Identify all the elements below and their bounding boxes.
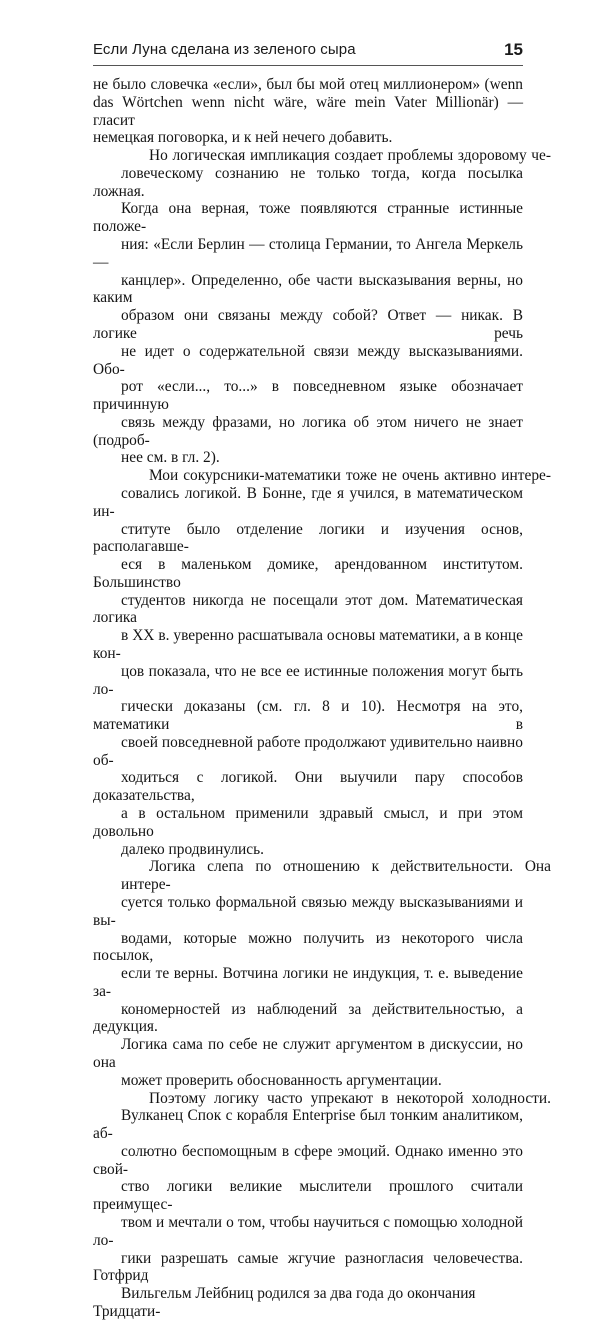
text-line: ституте было отделение логики и изучения основ, располагавше- [93, 520, 523, 556]
paragraph-3 [93, 467, 551, 858]
text-line: образом они связаны между собой? Ответ — никак. В логике речь [93, 307, 523, 342]
text-line: Логика сама по себе не служит аргументом в дискуссии, но она [93, 1036, 523, 1071]
text-line: студентов никогда не посещали этот дом. Математическая логика [93, 591, 523, 627]
text-line: не идет о содержательной связи между высказываниями. Обо- [93, 342, 523, 378]
text-line: твом и мечтали о том, чтобы научиться с помощью холодной ло- [93, 1214, 523, 1249]
text-line: может проверить обоснованность аргументации. [121, 1071, 442, 1089]
text-line: ство логики великие мыслители прошлого считали преимущес- [93, 1178, 523, 1214]
text-line: Мои сокурсники-математики тоже не очень активно интере- [149, 467, 551, 485]
text-line: далеко продвинулись. [121, 840, 264, 858]
text-line: в XX в. уверенно расшатывала основы математики, а в конце кон- [93, 627, 523, 662]
text-line: суется только формальной связью между высказываниями и вы- [93, 893, 523, 929]
text-line: цов показала, что не все ее истинные положения могут быть ло- [93, 662, 523, 698]
text-line: Но логическая импликация создает проблемы здоровому че- [149, 147, 551, 165]
running-head [93, 41, 523, 61]
chapter-title: Если Луна сделана из зеленого сыра [93, 41, 356, 58]
text-line: Вильгельм Лейбниц родился за два года до окончания Тридцати- [93, 1285, 476, 1320]
text-line: еся в маленьком домике, арендованном институтом. Большинство [93, 556, 523, 591]
text-line: гики разрешать самые жгучие разногласия человечества. Готфрид [93, 1249, 523, 1285]
paragraph-5 [93, 1089, 551, 1321]
text-line: совались логикой. В Бонне, где я учился, в математическом ин- [93, 484, 523, 520]
text-line: рот «если..., то...» в повседневном языке обозначает причинную [93, 378, 523, 414]
text-line: das Wörtchen wenn nicht wäre, wäre mein Vater Millionär) — гласит [93, 93, 523, 129]
text-line: гически доказаны (см. гл. 8 и 10). Несмотря на это, математики в [93, 698, 523, 734]
text-line: канцлер». Определенно, обе части высказывания верны, но каким [93, 271, 523, 307]
text-line: Поэтому логику часто упрекают в некоторой холодности. [149, 1089, 551, 1107]
paragraph-4 [93, 858, 551, 1089]
text-line: связь между фразами, но логика об этом ничего не знает (подроб- [93, 413, 523, 449]
paragraph-1 [93, 76, 523, 147]
header-rule [93, 65, 523, 66]
text-line: своей повседневной работе продолжают удивительно наивно об- [93, 733, 523, 769]
text-line: Вулканец Спок с корабля Enterprise был тонким аналитиком, аб- [93, 1107, 523, 1143]
text-line: не было словечка «если», был бы мой отец миллионером» (wenn [93, 76, 523, 93]
text-line: ловеческому сознанию не только тогда, когда посылка ложная. [93, 164, 523, 200]
page-number: 15 [504, 40, 523, 59]
text-line: ния: «Если Берлин — столица Германии, то Ангела Меркель — [93, 236, 523, 271]
paragraph-2 [93, 147, 551, 467]
body-text [93, 76, 551, 1321]
text-line: Когда она верная, тоже появляются странные истинные положе- [93, 200, 523, 236]
text-line: Логика слепа по отношению к действительности. Она интере- [121, 858, 551, 894]
text-line: водами, которые можно получить из некоторого числа посылок, [93, 929, 523, 965]
text-line: нее см. в гл. 2). [121, 449, 220, 467]
text-line: ходиться с логикой. Они выучили пару способов доказательства, [93, 769, 523, 805]
text-line: кономерностей из наблюдений за действительностью, а дедукция. [93, 1000, 523, 1036]
text-line: если те верны. Вотчина логики не индукция, т. е. выведение за- [93, 965, 523, 1000]
text-line: солютно беспомощным в сфере эмоций. Однако именно это свой- [93, 1142, 523, 1178]
text-line: немецкая поговорка, и к ней нечего добавить. [93, 129, 393, 147]
text-line: а в остальном применили здравый смысл, и при этом довольно [93, 805, 523, 840]
